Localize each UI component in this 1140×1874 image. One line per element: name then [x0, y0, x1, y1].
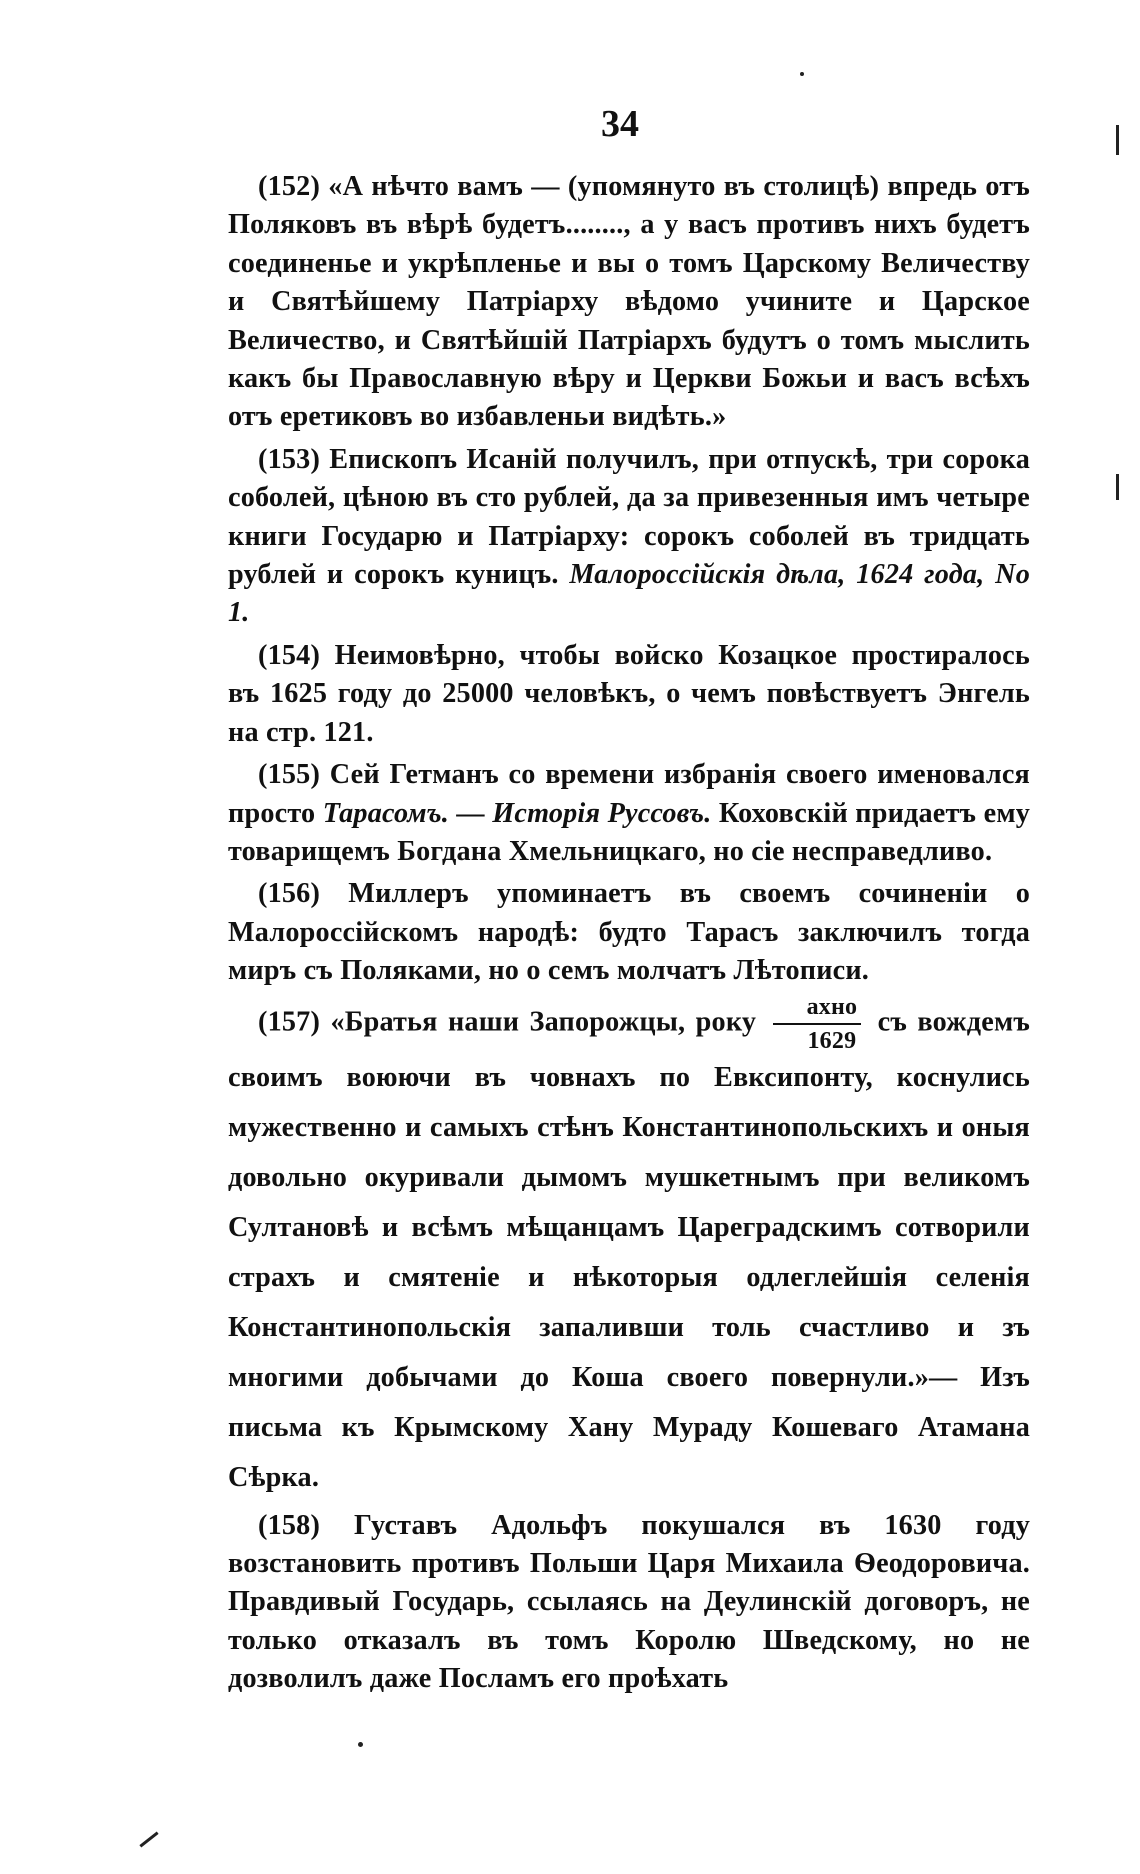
fraction-numerator: ахно — [806, 993, 858, 1020]
margin-dot — [800, 72, 804, 76]
note-153 — [228, 441, 1030, 633]
note-157-text-before: (157) «Братья наши Запорожцы, року — [258, 1006, 757, 1037]
page-number: 34 — [601, 103, 639, 145]
note-155-text-after: Коховскій придаетъ ему товарищемъ Богдана Хмельницкаго, но сіе несправедливо. — [228, 797, 1031, 867]
note-157-text-after: съ вождемъ своимъ воюючи въ човнахъ по Евксипонту, коснулись мужественно и самыхъ стѣнъ Константинопольскихъ и оныя довольно окуривали дымомъ мушкетнымъ при великомъ Султановѣ и всѣмъ мѣщанцамъ Цареградскимъ сотворили страхъ и смятеніе и нѣкоторыя одлеглейшія селенія Константинопольскія запаливши толь счастливо и зъ многими добычами до Коша своего повернули.»— Изъ письма къ Крымскому Хану Мураду Кошеваго Атамана Сѣрка. — [228, 1006, 1031, 1493]
note-157 — [228, 995, 1030, 1503]
note-158: (158) Густавъ Адольфъ покушался въ 1630 году возстановить противъ Польши Царя Михаила Ѳеодоровича. Правдивый Государь, ссылаясь на Деулинскій договоръ, не только отказалъ въ томъ Королю Шведскому, но не дозволилъ даже Посламъ его проѣхать — [228, 1509, 1030, 1695]
notes-body — [228, 168, 1030, 1703]
note-153-reference: Малороссійскія дѣла, 1624 года, No 1. — [228, 559, 1031, 629]
note-153-text: (153) Епископъ Исаній получилъ, при отпускѣ, три сорока соболей, цѣною въ сто рублей, да за привезенныя имъ четыре книги Государю и Патріарху: сорокъ соболей въ тридцать рублей и сорокъ куницъ. — [228, 443, 1030, 591]
fraction-denominator: 1629 — [773, 1023, 862, 1053]
pen-mark — [139, 1832, 158, 1848]
margin-dot — [358, 1742, 363, 1747]
year-fraction — [773, 995, 862, 1053]
margin-line — [1116, 474, 1119, 500]
note-154: (154) Неимовѣрно, чтобы войско Козацкое простиралось въ 1625 году до 25000 человѣкъ, о чемъ повѣствуетъ Энгель на стр. 121. — [228, 639, 1030, 748]
note-156: (156) Миллеръ упоминаетъ въ своемъ сочиненіи о Малороссійскомъ народѣ: будто Тарасъ заключилъ тогда миръ съ Поляками, но о семъ молчатъ Лѣтописи. — [228, 878, 1030, 987]
note-155 — [228, 756, 1030, 871]
note-155-text-before: (155) Сей Гетманъ со времени избранія своего именовался просто — [228, 759, 1030, 829]
margin-line — [1116, 125, 1119, 155]
note-152: (152) «А нѣчто вамъ — (упомянуто въ столицѣ) впредь отъ Поляковъ въ вѣрѣ будетъ........, а у васъ противъ нихъ будетъ соединенье и укрѣпленье и вы о томъ Царскому Величеству и Святѣйшему Патріарху вѣдомо учините и Царское Величество, и Святѣйшій Патріархъ будутъ о томъ мыслить какъ бы Православную вѣру и Церкви Божьи и васъ всѣхъ отъ еретиковъ во избавленьи видѣть.» — [228, 171, 1030, 433]
note-155-reference: Тарасомъ. — Исторія Руссовъ. — [322, 797, 712, 829]
